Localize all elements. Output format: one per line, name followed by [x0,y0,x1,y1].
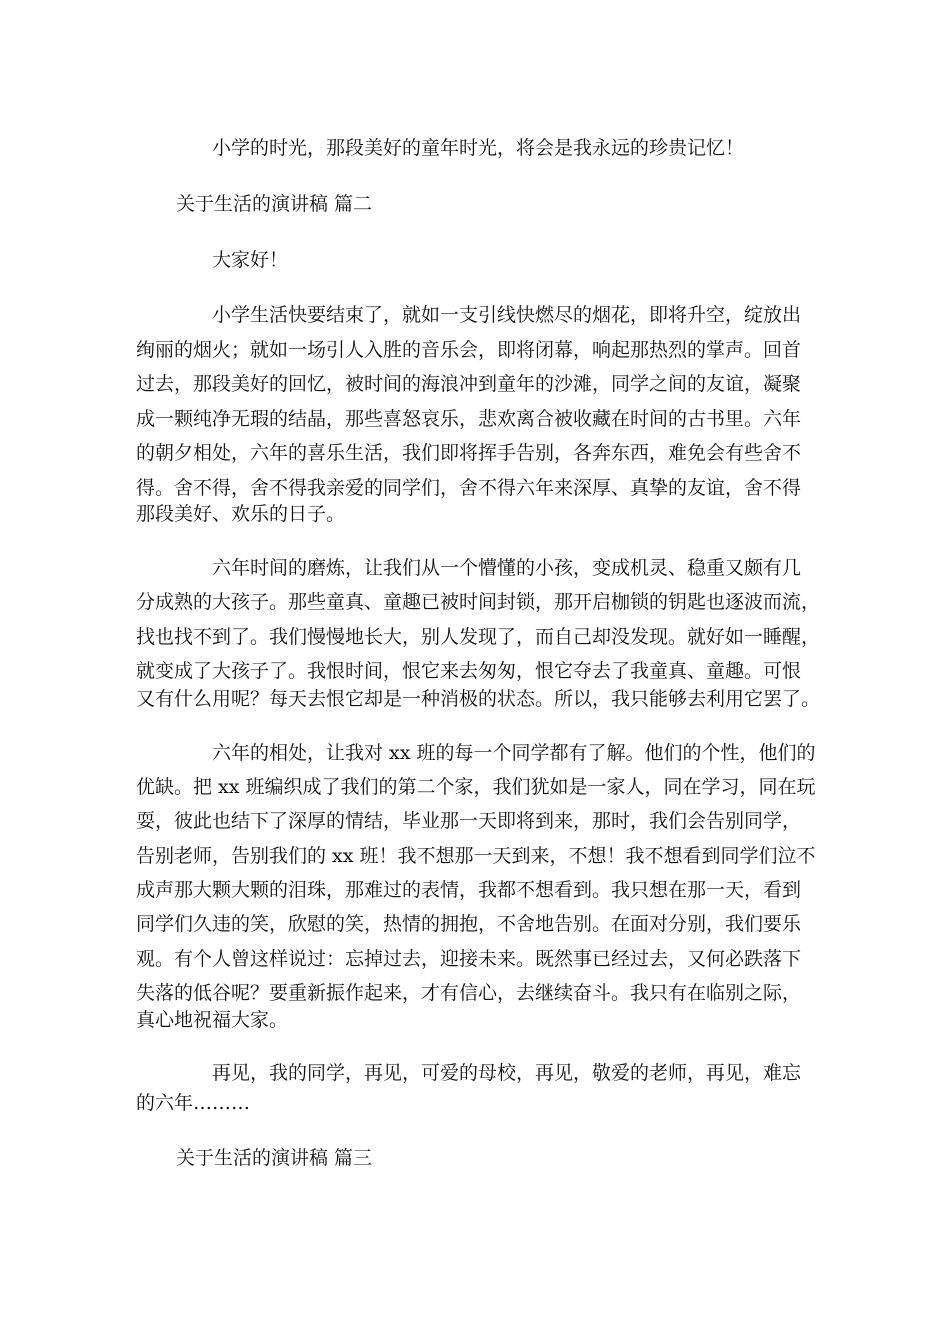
paragraph-line: 过去，那段美好的回忆，被时间的海浪冲到童年的沙滩，同学之间的友谊，凝聚 [136,373,802,395]
paragraph-line: 告别老师，告别我们的 xx 班！我不想那一天到来，不想！我不想看到同学们泣不 [136,845,816,867]
paragraph-line: 的六年……… [136,1092,251,1114]
paragraph-line: 绚丽的烟火；就如一场引人入胜的音乐会，即将闭幕，响起那热烈的掌声。回首 [136,339,802,361]
paragraph-line: 耍，彼此也结下了深厚的情结，毕业那一天即将到来，那时，我们会告别同学， [136,810,802,832]
paragraph-line: 真心地祝福大家。 [136,1009,289,1031]
paragraph-line: 又有什么用呢？每天去恨它却是一种消极的状态。所以，我只能够去利用它罢了。 [136,688,821,710]
paragraph-line: 就变成了大孩子了。我恨时间，恨它来去匆匆，恨它夺去了我童真、童趣。可恨 [136,660,802,682]
paragraph-line: 那段美好、欢乐的日子。 [136,503,346,525]
paragraph-line: 观。有个人曾这样说过：忘掉过去，迎接未来。既然事已经过去，又何必跌落下 [136,948,802,970]
paragraph-line: 失落的低谷呢？要重新振作起来，才有信心，去继续奋斗。我只有在临别之际， [136,982,802,1004]
paragraph-line: 同学们久违的笑，欣慰的笑，热情的拥抱，不舍地告别。在面对分别，我们要乐 [136,913,802,935]
paragraph-line: 分成熟的大孩子。那些童真、童趣已被时间封锁，那开启枷锁的钥匙也逐波而流， [136,591,821,613]
paragraph-line: 再见，我的同学，再见，可爱的母校，再见，敬爱的老师，再见，难忘 [212,1062,802,1084]
paragraph-line: 优缺。把 xx 班编织成了我们的第二个家，我们犹如是一家人，同在学习，同在玩 [136,776,816,798]
closing-line: 小学的时光，那段美好的童年时光，将会是我永远的珍贵记忆！ [212,137,745,159]
paragraph-line: 成一颗纯净无瑕的结晶，那些喜怒哀乐，悲欢离合被收藏在时间的古书里。六年 [136,408,802,430]
paragraph-line: 成声那大颗大颗的泪珠，那难过的表情，我都不想看到。我只想在那一天，看到 [136,879,802,901]
paragraph-line: 六年的相处，让我对 xx 班的每一个同学都有了解。他们的个性，他们的 [212,742,816,764]
greeting-line: 大家好！ [212,249,289,271]
paragraph-line: 六年时间的磨炼，让我们从一个懵懂的小孩，变成机灵、稳重又颇有几 [212,557,802,579]
paragraph-line: 得。舍不得，舍不得我亲爱的同学们，舍不得六年来深厚、真挚的友谊，舍不得 [136,477,802,499]
section-heading-3: 关于生活的演讲稿 篇三 [176,1147,373,1169]
paragraph-line: 的朝夕相处，六年的喜乐生活，我们即将挥手告别，各奔东西，难免会有些舍不 [136,442,802,464]
paragraph-line: 小学生活快要结束了，就如一支引线快燃尽的烟花，即将升空，绽放出 [212,304,802,326]
paragraph-line: 找也找不到了。我们慢慢地长大，别人发现了，而自己却没发现。就好如一睡醒， [136,626,821,648]
section-heading-2: 关于生活的演讲稿 篇二 [176,193,373,215]
